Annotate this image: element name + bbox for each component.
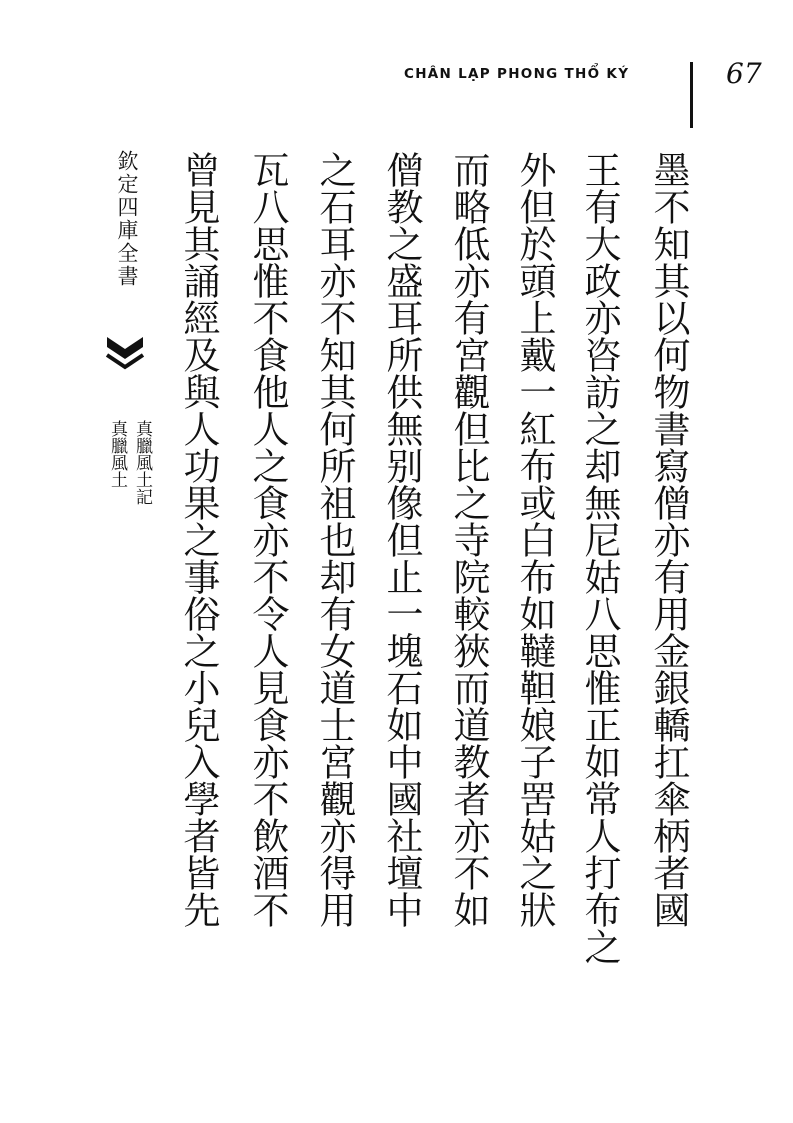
text-column-6: 之石耳亦不知其何所祖也却有女道士宮觀亦得用: [313, 151, 356, 928]
text-column-2: 王有大政亦咨訪之却無尼姑八思惟正如常人打布之: [578, 151, 621, 965]
text-column-3: 外但於頭上戴一紅布或白布如韃靼娘子罟姑之狀: [513, 151, 556, 928]
margin-title-left: 真臘風土: [107, 420, 127, 488]
fishtail-mark-icon: [105, 333, 145, 377]
text-column-5: 僧教之盛耳所供無别像但止一塊石如中國社壇中: [380, 151, 423, 928]
text-column-1: 墨不知其以何物書寫僧亦有用金銀轎扛傘柄者國: [647, 151, 690, 928]
margin-title-right: 真臘風土記: [132, 420, 152, 505]
header-divider: [690, 62, 693, 128]
text-column-8: 曾見其誦經及與人功果之事俗之小兒入學者皆先: [177, 151, 220, 928]
text-column-7: 瓦八思惟不食他人之食亦不令人見食亦不飲酒不: [246, 151, 289, 928]
text-column-4: 而略低亦有宮觀但比之寺院較狹而道教者亦不如: [447, 151, 490, 928]
header-title: CHÂN LẠP PHONG THỔ KÝ: [404, 66, 630, 82]
book-title: 欽定四庫全書: [115, 150, 139, 288]
page-number: 67: [726, 57, 762, 90]
